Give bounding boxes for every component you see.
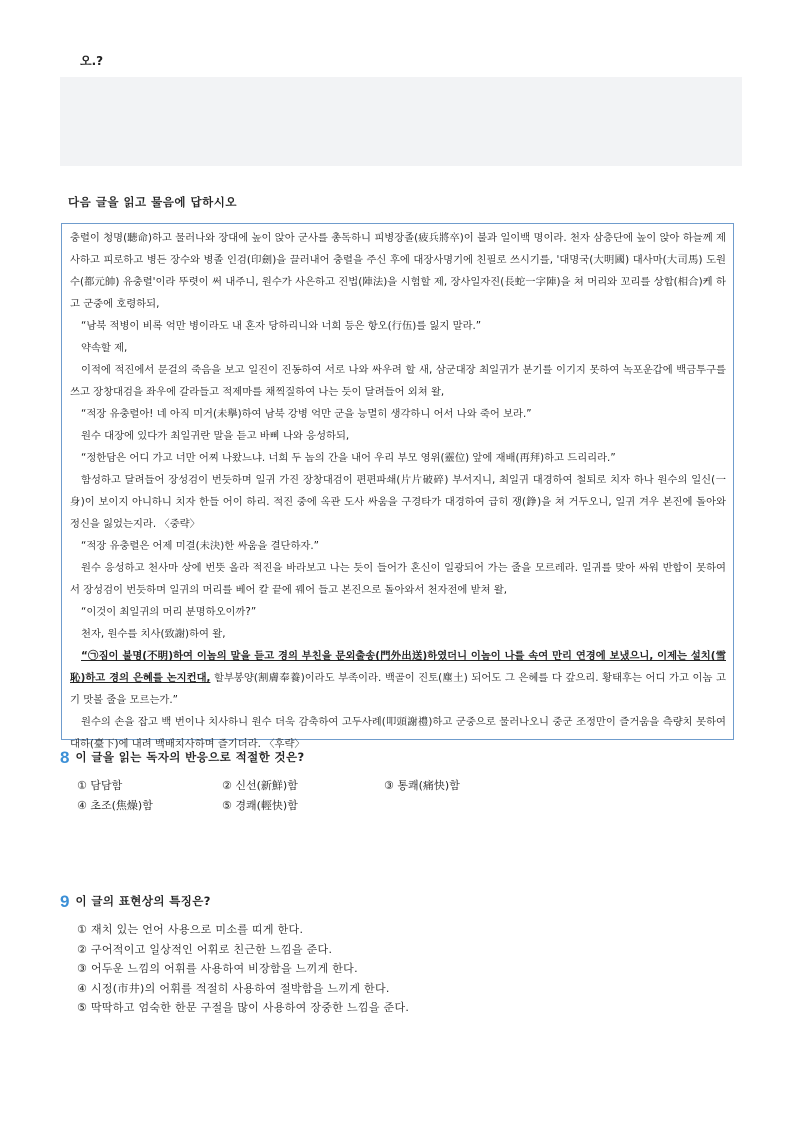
passage-paragraph: “남북 적병이 비록 억만 병이라도 내 혼자 당하리니와 너희 등은 항오(行伍)를 잃지 말라.” (81, 320, 482, 332)
passage-paragraph: 충렬이 청명(聽命)하고 물러나와 장대에 높이 앉아 군사를 총독하니 피병장졸(疲兵將卒)이 불과 일이백 명이라. 천자 삼층단에 높이 앉아 하늘께 제사하고 피로하고 병든 장수와 병졸 인검(印劍)을 끌러내어 충렬을 주신 후에 대장사명기에 친필로 쓰시기를, '대명국(大明國) 대사마(大司馬) 도원수(都元帥) 유충렬'이라 뚜렷이 써 내주니, 원수가 사은하고 진법(陣法)을 시험할 제, 장사일자진(長蛇一字陣)을 쳐 머리와 꼬리를 상합(相合)케 하고 군중에 호령하되, (70, 232, 726, 310)
option-5[interactable]: ⑤ 딱딱하고 엄숙한 한문 구절을 많이 사용하여 장중한 느낌을 준다. (77, 1001, 410, 1014)
passage-paragraph: 이적에 적진에서 문걸의 죽음을 보고 일진이 진동하여 서로 나와 싸우려 할 새, 삼군대장 최일귀가 분기를 이기지 못하여 녹포운갑에 백금투구를 쓰고 장창대검을 좌우에 갈라들고 적제마를 채찍질하여 나는 듯이 달려들어 외쳐 왈, (70, 364, 726, 398)
passage-paragraph: 원수 대장에 있다가 최일귀란 말을 듣고 바삐 나와 응성하되, (81, 430, 350, 442)
passage-paragraph: 약속할 제, (81, 342, 128, 354)
question-number: 8 (60, 748, 70, 767)
instruction-text: 다음 글을 읽고 물음에 답하시오 (68, 195, 237, 209)
question-8 (60, 748, 305, 768)
option-1[interactable]: ① 담담함 (77, 779, 123, 792)
question-text: 이 글을 읽는 독자의 반응으로 적절한 것은? (75, 750, 305, 764)
option-2[interactable]: ② 구어적이고 일상적인 어휘로 친근한 느낌을 준다. (77, 942, 333, 956)
question-text: 이 글의 표현상의 특징은? (75, 894, 211, 908)
answer-area (60, 77, 742, 166)
option-3[interactable]: ③ 어두운 느낌의 어휘를 사용하여 비장함을 느끼게 한다. (77, 962, 358, 975)
passage-paragraph: “적장 유충렬아! 네 아직 미거(未擧)하여 남북 강병 억만 군을 능멸히 생각하니 어서 나와 죽어 보라.” (81, 408, 532, 420)
passage-paragraph: “이것이 최일귀의 머리 분명하오이까?” (81, 606, 257, 618)
quote-continuation: 할부봉양(割膚奉養)이라도 부족이라. 백골이 진토(塵土) 되어도 그 은혜를 다 갚으리. 황태후는 어디 가고 이놈 고기 맛볼 줄을 모르는가.” (70, 672, 726, 706)
option-2[interactable]: ② 신선(新鮮)함 (222, 779, 298, 792)
previous-question-text: 오.? (80, 54, 104, 68)
option-3[interactable]: ③ 통쾌(痛快)함 (384, 779, 460, 792)
option-5[interactable]: ⑤ 경쾌(輕快)함 (222, 799, 298, 812)
passage-paragraph: 원수의 손을 잡고 백 번이나 치사하니 원수 더욱 감축하여 고두사례(叩頭謝禮)하고 군중으로 물러나오니 중군 조정만이 즐거움을 측량치 못하여 대하(臺下)에 내려 백배치사하며 즐기더라. 〈후략〉 (70, 716, 726, 750)
passage-paragraph: “정한담은 어디 가고 너만 어찌 나왔느냐. 너희 두 놈의 간을 내어 우리 부모 영위(靈位) 앞에 재배(再拜)하고 드리리라.” (81, 452, 616, 464)
question-number: 9 (60, 892, 70, 911)
passage-paragraph: 천자, 원수를 치사(致謝)하여 왈, (81, 628, 226, 640)
option-4[interactable]: ④ 초조(焦燥)함 (77, 799, 153, 812)
passage-paragraph (70, 645, 726, 711)
underlined-quote-a: “㉠짐이 불명(不明)하여 이놈의 말을 듣고 경의 부친을 문외출송(門外出送)하였더니 이놈이 나를 속여 만리 연경에 보냈으니, 이제는 설치(雪恥)하고 경의 은혜를 논지컨대, (70, 650, 726, 684)
passage-paragraph: “적장 유충렬은 어제 미결(未決)한 싸움을 결단하자.” (81, 540, 319, 552)
question-8-options (77, 777, 537, 817)
question-9 (60, 892, 211, 912)
passage-paragraph: 원수 응성하고 천사마 상에 번뜻 올라 적진을 바라보고 나는 듯이 들어가 혼신이 일광되어 가는 줄을 모르레라. 일귀를 맞아 싸워 반합이 못하여서 장성검이 번듯하며 일귀의 머리를 베어 칼 끝에 꿰어 들고 본진으로 돌아와서 천자전에 받쳐 왈, (70, 562, 726, 596)
passage-paragraph: 함성하고 달려들어 장성검이 번듯하며 일귀 가진 장창대검이 편편파쇄(片片破碎) 부서지니, 최일귀 대경하여 철퇴로 치자 하나 원수의 일신(一身)이 보이지 아니하니 치자 한들 어이 하리. 적진 중에 옥관 도사 싸움을 구경타가 대경하여 급히 쟁(錚)을 쳐 거두오니, 일귀 겨우 본진에 돌아와 정신을 잃었는지라. 〈중략〉 (70, 474, 726, 530)
option-1[interactable]: ① 재치 있는 언어 사용으로 미소를 띠게 한다. (77, 923, 304, 936)
option-4[interactable]: ④ 시정(市井)의 어휘를 적절히 사용하여 절박함을 느끼게 한다. (77, 981, 390, 995)
question-9-options (77, 920, 409, 1018)
reading-passage (61, 223, 734, 750)
